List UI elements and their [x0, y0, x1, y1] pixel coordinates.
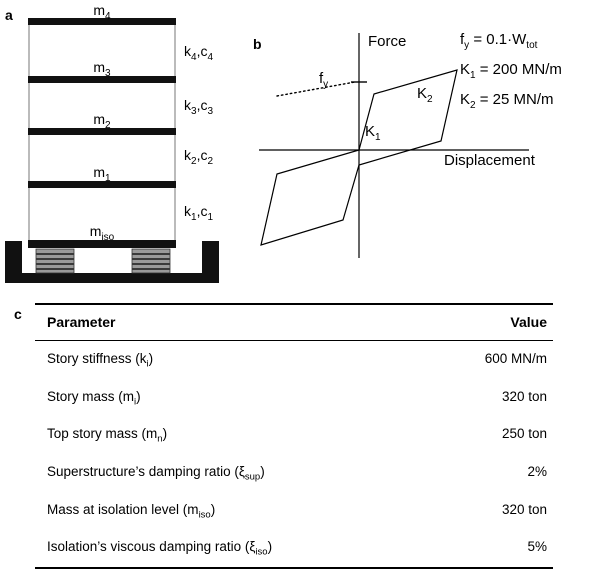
param-text-sub: i	[134, 396, 137, 408]
story-property-label-4: $k_4,c_4$	[184, 43, 214, 63]
panel-label-b: b	[253, 36, 262, 52]
cell-value: 2%	[527, 464, 547, 480]
table-row	[35, 492, 553, 530]
cell-parameter	[35, 416, 437, 454]
param-text-pre: Story mass (m	[47, 388, 135, 404]
param-text-post: )	[260, 464, 265, 480]
cell-value: 5%	[527, 539, 547, 555]
isolator-bearing-left	[36, 249, 74, 273]
column-header-parameter: Parameter	[47, 314, 116, 330]
equation-k2	[460, 92, 554, 111]
equation-k1-lhs: K	[460, 61, 471, 78]
annotation-fy	[319, 71, 328, 90]
param-text-post: )	[148, 351, 154, 366]
param-text-pre: Mass at isolation level (m	[47, 501, 199, 517]
equation-k1	[460, 62, 562, 81]
floor-slab-2	[28, 128, 176, 135]
building-schematic	[0, 0, 245, 290]
param-text-pre: Superstructure’s damping ratio (ξ	[47, 464, 245, 480]
cell-value: 600 MN/m	[484, 351, 547, 366]
param-text-post: )	[162, 426, 168, 442]
mass-label-m3: $m_3$	[93, 59, 111, 79]
table-header-row	[35, 304, 553, 341]
equation-fy-rhs-sub: tot	[526, 40, 538, 51]
story-property-label-2: $k_2,c_2$	[184, 147, 214, 167]
equation-fy-lhs-sub: y	[464, 40, 470, 51]
equation-k2-lhs-sub: 2	[470, 100, 476, 111]
cell-value: 320 ton	[501, 388, 547, 404]
param-text-pre: Top story mass (m	[47, 426, 158, 442]
annotation-k1-base: K	[365, 123, 376, 140]
equation-k2-eq: = 25 MN/m	[475, 91, 554, 108]
cell-parameter	[35, 529, 437, 568]
hysteresis-diagram	[245, 10, 600, 275]
floor-slab-1	[28, 181, 176, 188]
table-header	[35, 304, 553, 341]
annotation-k2-sub: 2	[427, 94, 433, 105]
table-body	[35, 341, 553, 569]
cell-parameter	[35, 341, 437, 379]
equation-fy-lhs: f	[460, 31, 465, 48]
annotation-k2	[417, 86, 433, 105]
cell-value: 320 ton	[501, 501, 547, 517]
cell-parameter	[35, 379, 437, 417]
column-header-value: Value	[510, 314, 547, 330]
table-row	[35, 379, 553, 417]
isolator-bearing-right	[132, 249, 170, 273]
axis-label-force: Force	[368, 33, 407, 50]
param-text-post: )	[136, 388, 141, 404]
equation-k1-eq: = 200 MN/m	[475, 61, 562, 78]
param-text-sub: i	[146, 358, 149, 370]
floor-slab-4	[28, 18, 176, 25]
table-row	[35, 454, 553, 492]
table-row	[35, 416, 553, 454]
mass-label-miso: $m_{iso}$	[89, 223, 115, 243]
equation-fy	[460, 32, 537, 51]
equation-k1-lhs-sub: 1	[470, 70, 476, 81]
hysteresis-plot	[245, 10, 600, 275]
table-row	[35, 529, 553, 568]
param-text-pre: Story stiffness (k	[47, 351, 147, 366]
panel-label-a: a	[5, 7, 13, 23]
fy-projection-dotted-line	[277, 82, 355, 96]
annotation-k2-base: K	[417, 85, 428, 102]
panel-label-c: c	[14, 306, 22, 322]
annotation-fy-base: f	[319, 70, 324, 87]
param-text-sub: iso	[198, 509, 211, 521]
cell-parameter	[35, 492, 437, 530]
equation-k2-lhs: K	[460, 91, 471, 108]
param-text-sub: iso	[255, 547, 268, 559]
axis-label-displacement: Displacement	[444, 152, 535, 169]
param-text-post: )	[210, 501, 216, 517]
param-text-post: )	[267, 539, 273, 555]
cell-parameter	[35, 454, 437, 492]
equation-fy-rhs: W	[512, 31, 527, 48]
table-row	[35, 341, 553, 379]
story-property-label-3: $k_3,c_3$	[184, 97, 214, 117]
floor-slab-3	[28, 76, 176, 83]
mass-label-m4: $m_4$	[93, 2, 111, 22]
mass-label-m1: $m_1$	[93, 164, 111, 184]
cell-value: 250 ton	[501, 426, 547, 442]
story-property-label-1: $k_1,c_1$	[184, 203, 214, 223]
equation-fy-eq: = 0.1·	[469, 31, 513, 48]
mass-label-m2: $m_2$	[93, 111, 111, 131]
annotation-k1	[365, 124, 381, 143]
annotation-fy-sub: y	[323, 79, 329, 90]
parameter-table	[35, 303, 553, 569]
param-text-sub: sup	[244, 471, 261, 483]
param-text-pre: Isolation’s viscous damping ratio (ξ	[47, 539, 256, 555]
annotation-k1-sub: 1	[375, 132, 381, 143]
param-text-sub: n	[157, 434, 163, 446]
